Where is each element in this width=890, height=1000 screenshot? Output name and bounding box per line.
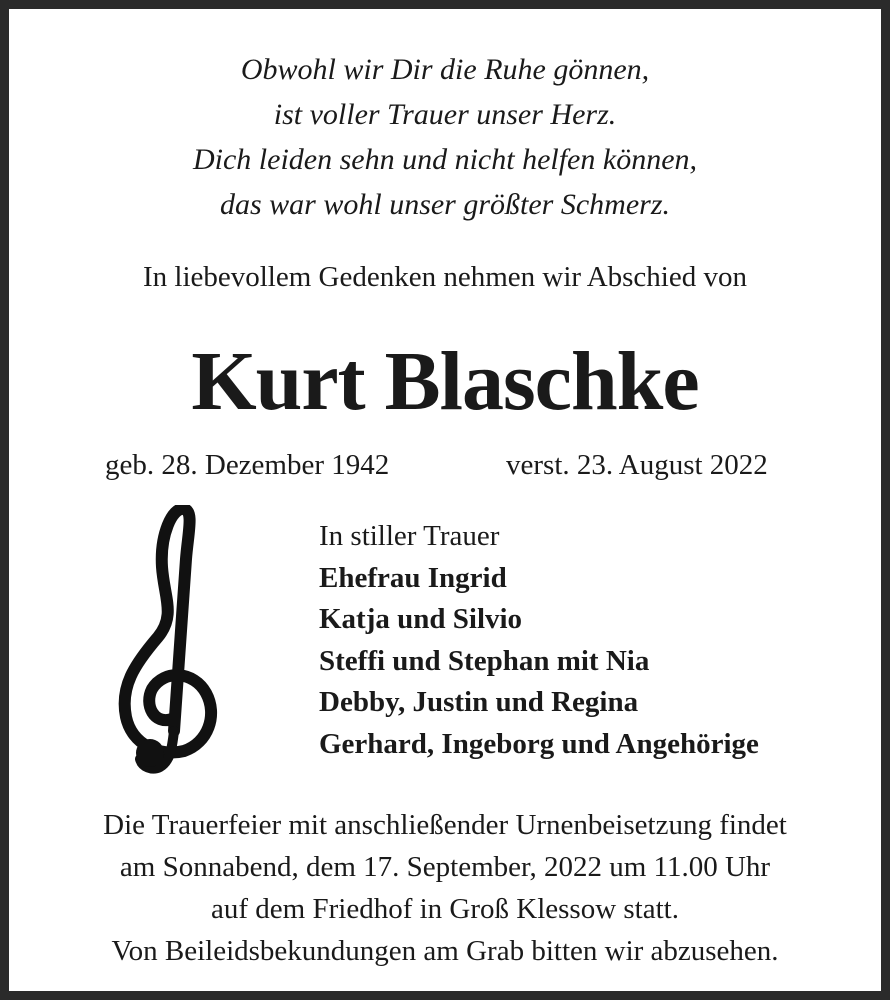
- death-date: verst. 23. August 2022: [506, 449, 768, 481]
- poem-line: ist voller Trauer unser Herz.: [273, 98, 617, 131]
- mourner-name: Debby, Justin und Regina: [319, 686, 639, 718]
- birth-date: geb. 28. Dezember 1942: [105, 449, 390, 481]
- poem-line: Obwohl wir Dir die Ruhe gönnen,: [240, 53, 650, 86]
- mourners-list: [319, 516, 759, 765]
- mourner-name: Steffi und Stephan mit Nia: [319, 644, 650, 677]
- notice-line: am Sonnabend, dem 17. September, 2022 um 11.00 Uhr: [119, 851, 771, 883]
- mourners-heading: In stiller Trauer: [319, 520, 500, 552]
- deceased-name: Kurt Blaschke: [191, 335, 699, 428]
- mourner-name: Ehefrau Ingrid: [319, 561, 507, 594]
- funeral-notice: [9, 804, 881, 972]
- mourner-name: Katja und Silvio: [319, 603, 523, 635]
- treble-clef-icon: [114, 505, 224, 779]
- mourner-name: Gerhard, Ingeborg und Angehörige: [319, 727, 759, 760]
- notice-line: auf dem Friedhof in Groß Klessow statt.: [211, 893, 679, 925]
- poem-line: Dich leiden sehn und nicht helfen können,: [192, 143, 698, 176]
- notice-line: Von Beileidsbekundungen am Grab bitten wir abzusehen.: [111, 935, 779, 967]
- memorial-poem: [9, 47, 881, 227]
- poem-line: das war wohl unser größter Schmerz.: [219, 188, 670, 221]
- notice-line: Die Trauerfeier mit anschließender Urnenbeisetzung findet: [103, 809, 787, 841]
- intro-text: In liebevollem Gedenken nehmen wir Abschied von: [142, 261, 747, 293]
